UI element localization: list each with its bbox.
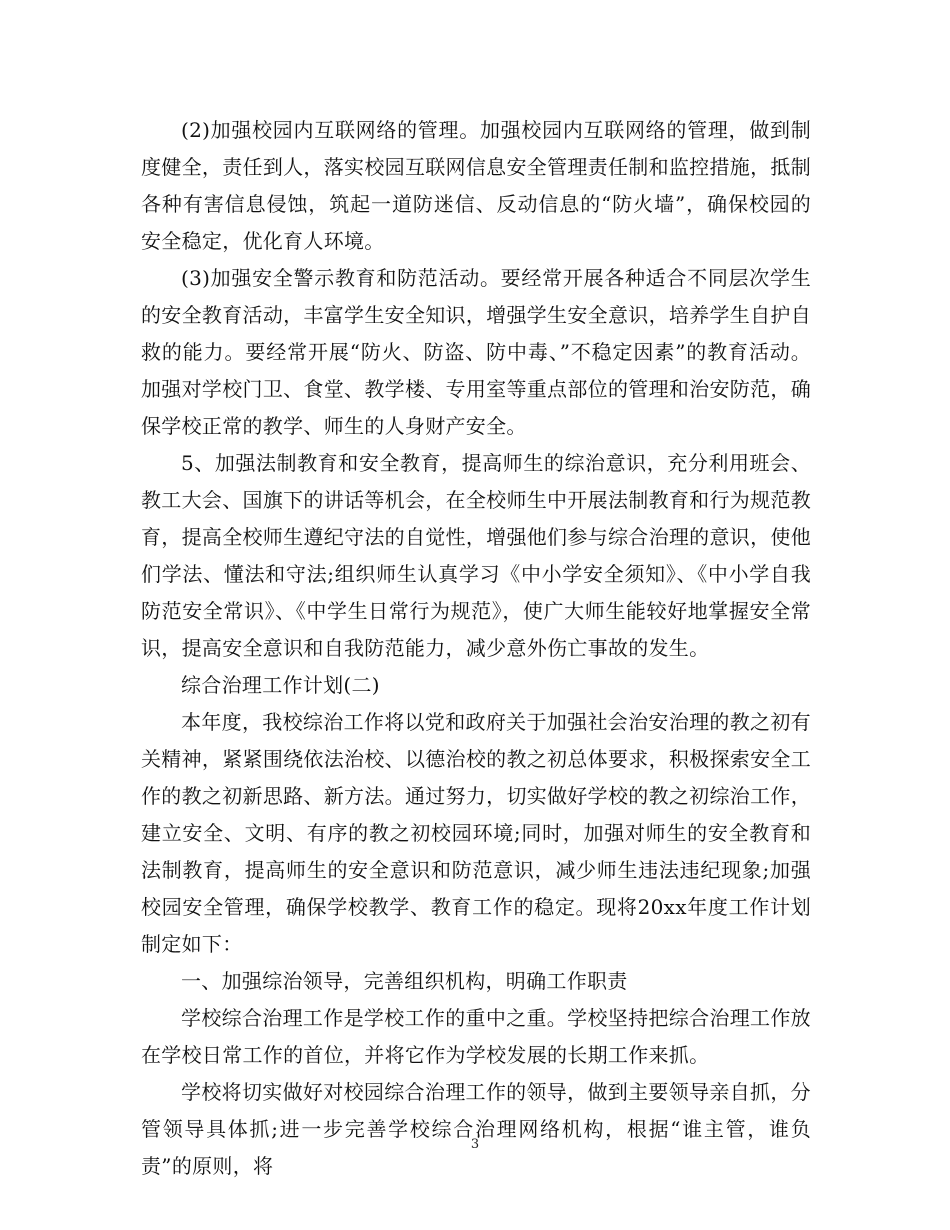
paragraph-priority: 学校综合治理工作是学校工作的重中之重。学校坚持把综合治理工作放在学校日常工作的首位，并将它作为学校发展的长期工作来抓。 — [141, 1006, 811, 1067]
section-heading-leadership: 一、加强综治领导，完善组织机构，明确工作职责 — [181, 969, 628, 993]
paragraph-leadership-details: 学校将切实做好对校园综合治理工作的领导，做到主要领导亲自抓，分管领导具体抓;进一步完善学校综合治理网络机构，根据“谁主管，谁负责”的原则，将 — [141, 1080, 811, 1178]
paragraph-annual-plan: 本年度，我校综治工作将以党和政府关于加强社会治安治理的教之初有关精神，紧紧围绕依法治校、以德治校的教之初总体要求，积极探索安全工作的教之初新思路、新方法。通过努力，切实做好学校的教之初综治工作，建立安全、文明、有序的教之初校园环境;同时，加强对师生的安全教育和法制教育，提高师生的安全意识和防范意识，减少师生违法违纪现象;加强校园安全管理，确保学校教学、教育工作的稳定。现将20xx年度工作计划制定如下： — [141, 710, 811, 956]
paragraph-legal-education: 5、加强法制教育和安全教育，提高师生的综治意识，充分利用班会、教工大会、国旗下的讲话等机会，在全校师生中开展法制教育和行为规范教育，提高全校师生遵纪守法的自觉性，增强他们参与综合治理的意识，使他们学法、懂法和守法;组织师生认真学习《中小学安全须知》、《中小学自我防范安全常识》、《中学生日常行为规范》，使广大师生能较好地掌握安全常识，提高安全意识和自我防范能力，减少意外伤亡事故的发生。 — [141, 451, 811, 660]
page-number: 3 — [470, 1137, 480, 1152]
paragraph-internet-management: (2)加强校园内互联网络的管理。加强校园内互联网络的管理，做到制度健全，责任到人，落实校园互联网信息安全管理责任制和监控措施，抵制各种有害信息侵蚀，筑起一道防迷信、反动信息的“防火墙”，确保校园的安全稳定，优化育人环境。 — [141, 118, 811, 253]
section-heading-plan-two: 综合治理工作计划(二) — [181, 673, 380, 697]
document-body — [141, 112, 811, 1185]
paragraph-safety-education: (3)加强安全警示教育和防范活动。要经常开展各种适合不同层次学生的安全教育活动，丰富学生安全知识，增强学生安全意识，培养学生自护自救的能力。要经常开展“防火、防盗、防中毒、”不稳定因素”的教育活动。加强对学校门卫、食堂、教学楼、专用室等重点部位的管理和治安防范，确保学校正常的教学、师生的人身财产安全。 — [141, 266, 811, 438]
